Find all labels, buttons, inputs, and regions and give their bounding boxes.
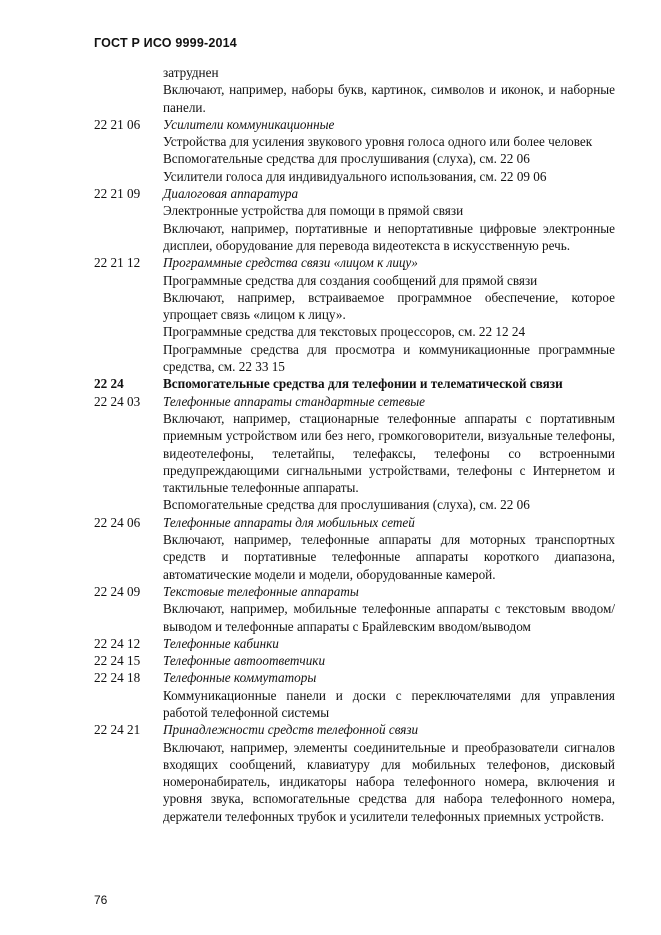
entry-title: Программные средства связи «лицом к лицу» bbox=[163, 255, 418, 271]
entry-text: Коммуникационные панели и доски с переключателями для управления работой телефонной системы bbox=[163, 687, 615, 720]
entry-title: Телефонные аппараты стандартные сетевые bbox=[163, 393, 425, 409]
classification-entry bbox=[94, 669, 615, 721]
classification-entry bbox=[94, 375, 615, 392]
document-header: ГОСТ Р ИСО 9999-2014 bbox=[94, 36, 237, 50]
classification-list bbox=[94, 64, 615, 825]
entry-text: Включают, например, встраиваемое программное обеспечение, которое упрощает связь «лицом к лицу». bbox=[163, 289, 615, 323]
classification-entry bbox=[94, 254, 615, 375]
entry-code: 22 21 06 bbox=[94, 116, 141, 132]
entry-text: Программные средства для создания сообщений для прямой связи bbox=[163, 272, 538, 288]
entry-code: 22 24 09 bbox=[94, 583, 141, 599]
entry-code: 22 21 09 bbox=[94, 186, 141, 202]
entry-body bbox=[163, 514, 615, 583]
entry-text: Вспомогательные средства для прослушивания (слуха), см. 22 06 bbox=[163, 497, 530, 513]
entry-text: Программные средства для текстовых процессоров, см. 22 12 24 bbox=[163, 324, 526, 340]
classification-entry bbox=[94, 393, 615, 514]
classification-entry bbox=[94, 652, 615, 669]
entry-code: 22 24 18 bbox=[94, 670, 141, 686]
entry-title: Принадлежности средств телефонной связи bbox=[163, 722, 419, 738]
entry-text: Электронные устройства для помощи в прямой связи bbox=[163, 203, 464, 219]
entry-body bbox=[163, 652, 615, 669]
entry-body bbox=[163, 185, 615, 254]
entry-title: Диалоговая аппаратура bbox=[163, 186, 299, 202]
entry-code: 22 24 12 bbox=[94, 635, 141, 651]
entry-code: 22 24 03 bbox=[94, 393, 141, 409]
entry-text: Включают, например, мобильные телефонные аппараты с текстовым вводом/выводом и телефонные аппараты с Брайлевским вводом/выводом bbox=[163, 601, 615, 634]
classification-entry bbox=[94, 514, 615, 583]
classification-entry bbox=[94, 185, 615, 254]
entry-body bbox=[163, 583, 615, 635]
entry-text: Включают, например, портативные и непортативные цифровые электронные дисплеи, оборудование для перевода видеотекста в искусственную речь. bbox=[163, 220, 615, 253]
entry-code: 22 21 12 bbox=[94, 255, 141, 271]
entry-text: Программные средства для просмотра и коммуникационные программные средства, см. 22 33 15 bbox=[163, 341, 615, 375]
entry-title: Телефонные аппараты для мобильных сетей bbox=[163, 514, 415, 530]
entry-text: Включают, например, элементы соединительные и преобразователи сигналов входящих сообщений, клавиатуру для мобильных телефонов, дисковый номеронабиратель, индикаторы набора телефонного номера, включения и уровня звука, вспомогательные средства для набора телефонного номера, держатели телефонных трубок и усилители телефонных приемных устройств. bbox=[163, 739, 615, 824]
entry-body bbox=[163, 64, 615, 116]
entry-body bbox=[163, 635, 615, 652]
classification-entry bbox=[94, 116, 615, 185]
entry-title: Телефонные кабинки bbox=[163, 635, 279, 651]
page-number: 76 bbox=[94, 893, 108, 907]
classification-entry bbox=[94, 583, 615, 635]
entry-body bbox=[163, 393, 615, 514]
entry-code: 22 24 15 bbox=[94, 653, 141, 669]
entry-title: Усилители коммуникационные bbox=[163, 116, 335, 132]
entry-text: Включают, например, телефонные аппараты для моторных транспортных средств и портативные телефонные аппараты короткого диапазона, автоматические модели и модели, оборудованные камерой. bbox=[163, 532, 615, 582]
entry-body bbox=[163, 375, 615, 392]
entry-text: Вспомогательные средства для прослушивания (слуха), см. 22 06 bbox=[163, 151, 530, 167]
classification-entry bbox=[94, 635, 615, 652]
section-heading: Вспомогательные средства для телефонии и телематической связи bbox=[163, 376, 563, 392]
entry-code bbox=[94, 64, 163, 116]
entry-text: затруднен bbox=[163, 65, 219, 80]
entry-body bbox=[163, 254, 615, 375]
entry-text: Включают, например, стационарные телефонные аппараты с портативным приемным устройством или без него, громкоговорители, визуальные телефоны, видеотелефоны, телетайпы, телефаксы, телефоны со встроенными предупреждающими сигнальными устройствами, телефоны с Интернетом и тактильные телефонные аппараты. bbox=[163, 410, 615, 496]
classification-entry bbox=[94, 721, 615, 825]
entry-text: Усилители голоса для индивидуального использования, см. 22 09 06 bbox=[163, 168, 547, 184]
entry-code: 22 24 bbox=[94, 376, 124, 392]
entry-code: 22 24 06 bbox=[94, 514, 141, 530]
entry-body bbox=[163, 116, 615, 185]
entry-title: Телефонные автоответчики bbox=[163, 653, 326, 669]
entry-text: Устройства для усиления звукового уровня голоса одного или более человек bbox=[163, 134, 593, 150]
entry-title: Текстовые телефонные аппараты bbox=[163, 583, 359, 599]
entry-text: Включают, например, наборы букв, картинок, символов и иконок, и наборные панели. bbox=[163, 82, 615, 115]
entry-title: Телефонные коммутаторы bbox=[163, 670, 317, 686]
classification-entry bbox=[94, 64, 615, 116]
entry-body bbox=[163, 721, 615, 825]
entry-body bbox=[163, 669, 615, 721]
entry-code: 22 24 21 bbox=[94, 722, 141, 738]
